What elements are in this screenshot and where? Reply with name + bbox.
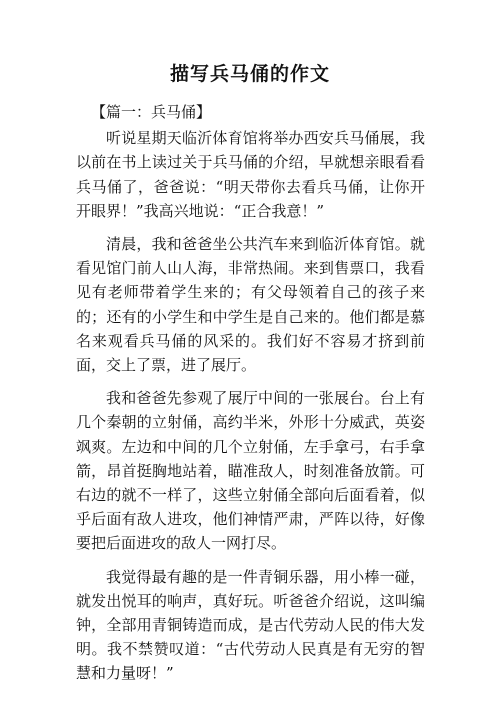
article-body (76, 100, 425, 686)
page-title: 描写兵马俑的作文 (169, 63, 330, 85)
paragraph-2: 清晨，我和爸爸坐公共汽车来到临沂体育馆。就看见馆门前人山人海，非常热闹。来到售票口，我看见有老师带着学生来的；有父母领着自己的孩子来的；还有的小学生和中学生是自己来的。他们都是慕名来观看兵马俑的风采的。我们好不容易才挤到前面，交上了票，进了展厅。 (76, 235, 425, 375)
paragraph-1: 听说星期天临沂体育馆将举办西安兵马俑展，我以前在书上读过关于兵马俑的介绍，早就想亲眼看看兵马俑了，爸爸说：“明天带你去看兵马俑，让你开开眼界！”我高兴地说：“正合我意！” (76, 129, 425, 220)
section-heading: 【篇一：兵马俑】 (91, 103, 212, 121)
paragraph-3: 我和爸爸先参观了展厅中间的一张展台。台上有几个秦朝的立射俑，高约半米，外形十分威武，英姿飒爽。左边和中间的几个立射俑，左手拿弓，右手拿箭，昂首挺胸地站着，瞄准敌人，时刻准备放箭。可右边的就不一样了，这些立射俑全部向后面看着，似乎后面有敌人进攻，他们神情严肃，严阵以待，好像要把后面进攻的敌人一网打尽。 (76, 389, 425, 553)
paragraph-4: 我觉得最有趣的是一件青铜乐器，用小棒一碰，就发出悦耳的响声，真好玩。听爸爸介绍说，这叫编钟，全部用青铜铸造而成，是古代劳动人民的伟大发明。我不禁赞叹道：“古代劳动人民真是有无穷的智慧和力量呀！” (76, 567, 425, 683)
